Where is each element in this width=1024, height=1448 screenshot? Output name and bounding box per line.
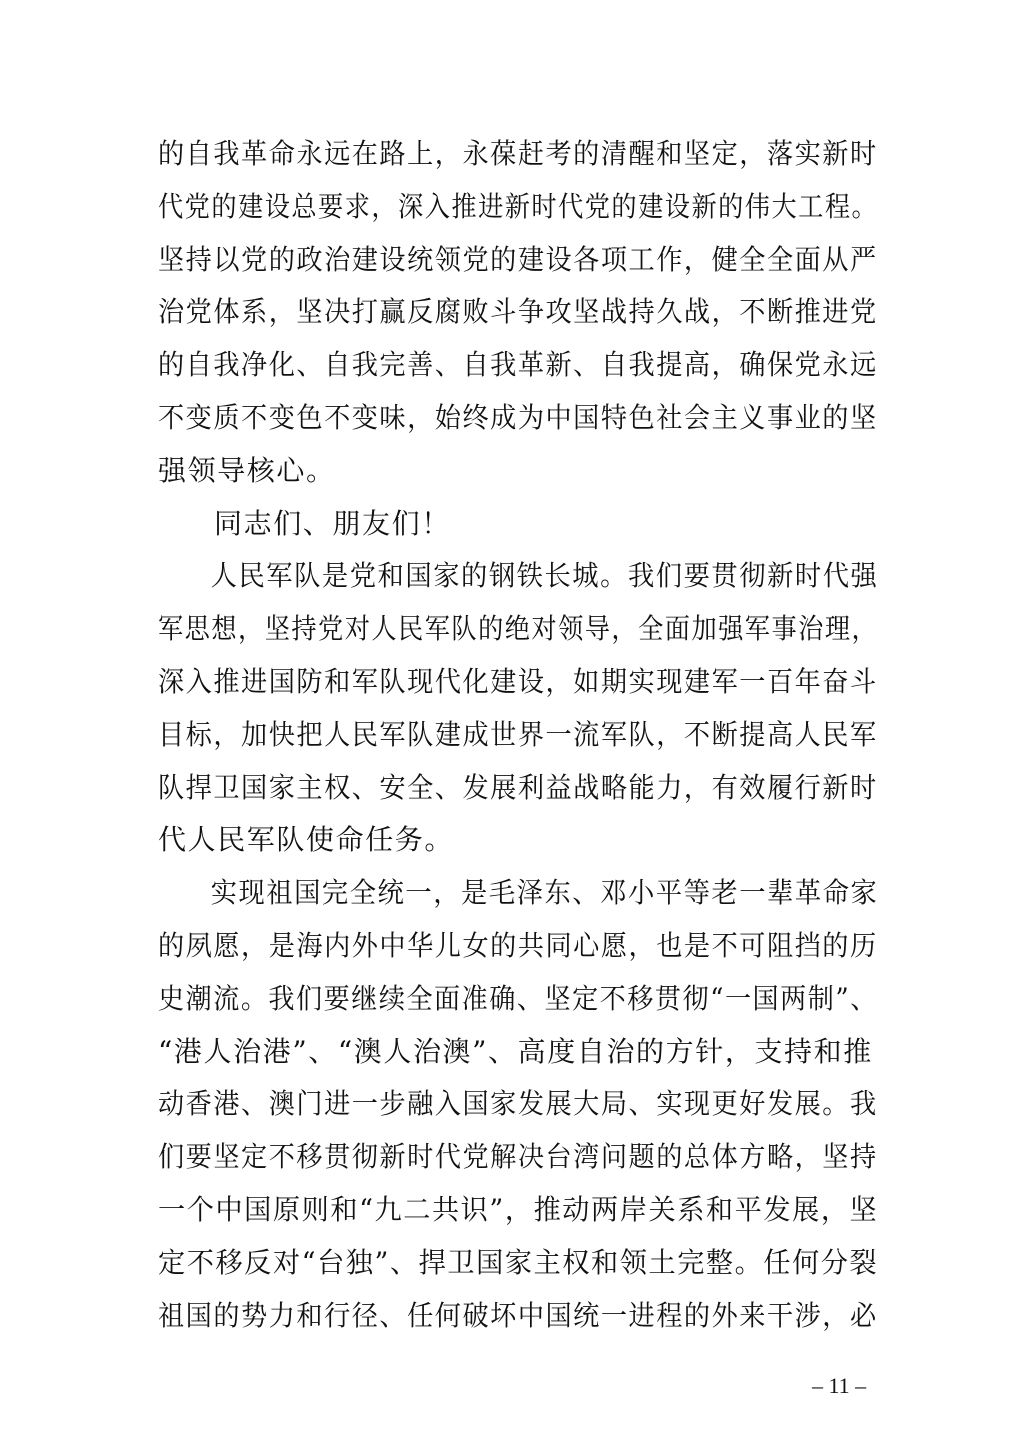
text-line: 不变质不变色不变味，始终成为中国特色社会主义事业的坚 (158, 400, 878, 434)
text-line: 强领导核心。 (158, 453, 336, 487)
text-line: 的自我净化、自我完善、自我革新、自我提高，确保党永远 (158, 348, 878, 382)
text-line: “港人治港”、“澳人治澳”、高度自治的方针，支持和推 (158, 1034, 873, 1068)
text-line: 人民军队是党和国家的钢铁长城。我们要贯彻新时代强 (210, 559, 879, 593)
text-line: 代人民军队使命任务。 (158, 823, 455, 857)
text-line: 们要坚定不移贯彻新时代党解决台湾问题的总体方略，坚持 (158, 1140, 878, 1174)
text-line: 一个中国原则和“九二共识”，推动两岸关系和平发展，坚 (158, 1192, 879, 1226)
text-line: 动香港、澳门进一步融入国家发展大局、实现更好发展。我 (158, 1087, 878, 1121)
text-line: 代党的建设总要求，深入推进新时代党的建设新的伟大工程。 (158, 189, 879, 223)
text-line: 深入推进国防和军队现代化建设，如期实现建军一百年奋斗 (158, 664, 878, 698)
text-line: 坚持以党的政治建设统领党的建设各项工作，健全全面从严 (158, 242, 878, 276)
text-line: 同志们、朋友们！ (214, 506, 451, 540)
text-line: 定不移反对“台独”、捍卫国家主权和领土完整。任何分裂 (158, 1245, 879, 1279)
text-line: 祖国的势力和行径、任何破坏中国统一进程的外来干涉，必 (158, 1298, 878, 1332)
text-line: 史潮流。我们要继续全面准确、坚定不移贯彻“一国两制”、 (158, 981, 878, 1015)
text-line: 治党体系，坚决打赢反腐败斗争攻坚战持久战，不断推进党 (158, 295, 878, 329)
text-line: 的夙愿，是海内外中华儿女的共同心愿，也是不可阻挡的历 (158, 928, 878, 962)
text-line: 军思想，坚持党对人民军队的绝对领导，全面加强军事治理， (158, 612, 879, 646)
page-number: – 11 – (812, 1373, 867, 1398)
document-body (158, 128, 878, 1342)
text-line: 队捍卫国家主权、安全、发展利益战略能力，有效履行新时 (158, 770, 878, 804)
text-line: 实现祖国完全统一，是毛泽东、邓小平等老一辈革命家 (210, 876, 879, 910)
text-line: 目标，加快把人民军队建成世界一流军队，不断提高人民军 (158, 717, 878, 751)
text-line: 的自我革命永远在路上，永葆赶考的清醒和坚定，落实新时 (158, 137, 878, 170)
